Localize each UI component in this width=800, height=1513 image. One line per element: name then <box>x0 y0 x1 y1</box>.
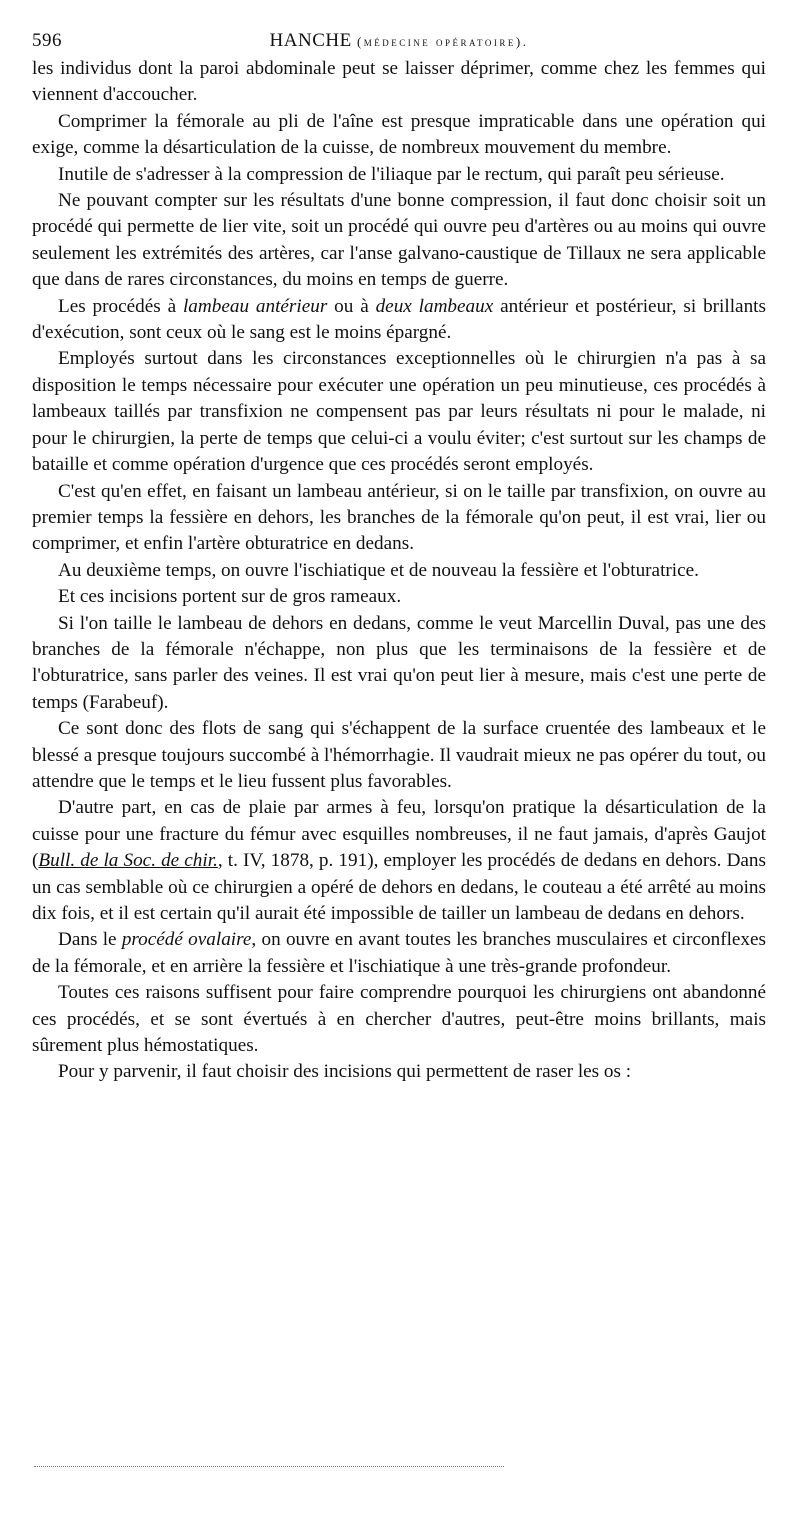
text-run: Ne pouvant compter sur les résultats d'une bonne compression, il faut donc choisir soit un procédé qui permette de lier vite, soit un procédé qui ouvre peu d'artères ou au moins qui ouvre seulement les extrémités des artères, car l'anse galvano-caustique de Tillaux ne sera applicable que dans de rares circonstances, du moins en temps de guerre. <box>32 190 766 291</box>
italic-text-run: lambeau antérieur <box>182 295 328 317</box>
paragraph <box>32 558 766 584</box>
text-run: D'autre part, en cas de plaie par armes à feu, lorsqu'on pratique la désarticulation de la cuisse pour une fracture du fémur avec esquilles nombreuses, il ne faut jamais, d'après Gaujot ( <box>32 797 766 872</box>
paragraph <box>32 346 766 478</box>
paragraph <box>32 109 766 162</box>
paragraph <box>32 584 766 610</box>
text-run: Au deuxième temps, on ouvre l'ischiatique et de nouveau la fessière et l'obturatrice. <box>58 559 699 581</box>
paragraph <box>32 1059 766 1085</box>
paragraph <box>32 980 766 1059</box>
text-run: , t. IV, 1878, p. 191), employer les procédés de dedans en dehors. Dans un cas semblable où ce chirurgien a opéré de dehors en dedans, le couteau a été arrêté au moins dix fois, et il est certain qu'il aurait été impossible de tailler un lambeau de dedans en dehors. <box>32 850 766 924</box>
paragraph <box>32 795 766 927</box>
text-run: Toutes ces raisons suffisent pour faire comprendre pourquoi les chirurgiens ont abandonné ces procédés, et se sont évertués à en chercher d'autres, peut-être moins brillants, mais sûrement plus hémostatiques. <box>32 982 766 1057</box>
text-run: Inutile de s'adresser à la compression de l'iliaque par le rectum, qui paraît peu sérieuse. <box>58 163 725 185</box>
head-title-main: HANCHE <box>269 30 352 51</box>
running-head <box>32 26 766 56</box>
text-run: Pour y parvenir, il faut choisir des incisions qui permettent de raser les os : <box>58 1061 632 1083</box>
text-run: C'est qu'en effet, en faisant un lambeau antérieur, si on le taille par transfixion, on ouvre au premier temps la fessière en dehors, les branches de la fémorale qu'on peut, il est vrai, lier ou comprimer, et enfin l'artère obturatrice en dedans. <box>32 480 766 555</box>
body-text <box>32 56 766 1086</box>
paragraph <box>32 927 766 980</box>
paragraph <box>32 294 766 347</box>
text-run: ou à <box>327 295 376 317</box>
paragraph <box>32 611 766 717</box>
paragraph <box>32 188 766 294</box>
text-run: Employés surtout dans les circonstances exceptionnelles où le chirurgien n'a pas à sa disposition le temps nécessaire pour exécuter une opération un peu minutieuse, ces procédés à lambeaux taillés par transfixion ne compensent pas par leurs résultats ni pour le malade, ni pour le chirurgien, la perte de temps que celui-ci a voulu éviter; c'est surtout sur les champs de bataille et comme opération d'urgence que ces procédés seront employés. <box>32 348 766 476</box>
paragraph <box>32 716 766 795</box>
text-run: Et ces incisions portent sur de gros rameaux. <box>58 586 402 608</box>
head-title-subtitle: (médecine opératoire). <box>356 34 529 49</box>
paragraph <box>32 479 766 558</box>
footer-dotted-rule <box>34 1466 504 1467</box>
paragraph <box>32 162 766 188</box>
text-run: Si l'on taille le lambeau de dehors en dedans, comme le veut Marcellin Duval, pas une des branches de la fémorale n'échappe, non plus que les terminaisons de la fessière et de l'obturatrice, sans parler des veines. Il est vrai qu'on peut lier à mesure, mais c'est une perte de temps (Farabeuf). <box>32 612 766 713</box>
italic-text-run: deux lambeaux <box>375 295 494 317</box>
text-run: Ce sont donc des flots de sang qui s'échappent de la surface cruentée des lambeaux et le blessé a presque toujours succombé à l'hémorrhagie. Il vaudrait mieux ne pas opérer du tout, ou attendre que le temps et le lieu fussent plus favorables. <box>32 718 766 792</box>
text-run: Comprimer la fémorale au pli de l'aîne est presque impraticable dans une opération qui exige, comme la désarticulation de la cuisse, de nombreux mouvement du membre. <box>32 110 766 159</box>
paragraph <box>32 56 766 109</box>
head-title <box>32 30 766 52</box>
text-run: antérieur et postérieur, si brillants d'exécution, sont ceux où le sang est le moins épargné. <box>32 295 766 344</box>
text-run: Dans le <box>58 929 122 951</box>
text-run: Les procédés à <box>58 295 183 317</box>
text-run: , on ouvre en avant toutes les branches musculaires et circonflexes de la fémorale, et en arrière la fessière et l'ischiatique à une très-grande profondeur. <box>32 929 767 977</box>
text-run: les individus dont la paroi abdominale peut se laisser déprimer, comme chez les femmes qui viennent d'accoucher. <box>32 58 766 106</box>
italic-text-run: Bull. de la Soc. de chir. <box>38 850 218 872</box>
page-number: 596 <box>32 30 62 51</box>
italic-text-run: procédé ovalaire <box>121 929 252 951</box>
